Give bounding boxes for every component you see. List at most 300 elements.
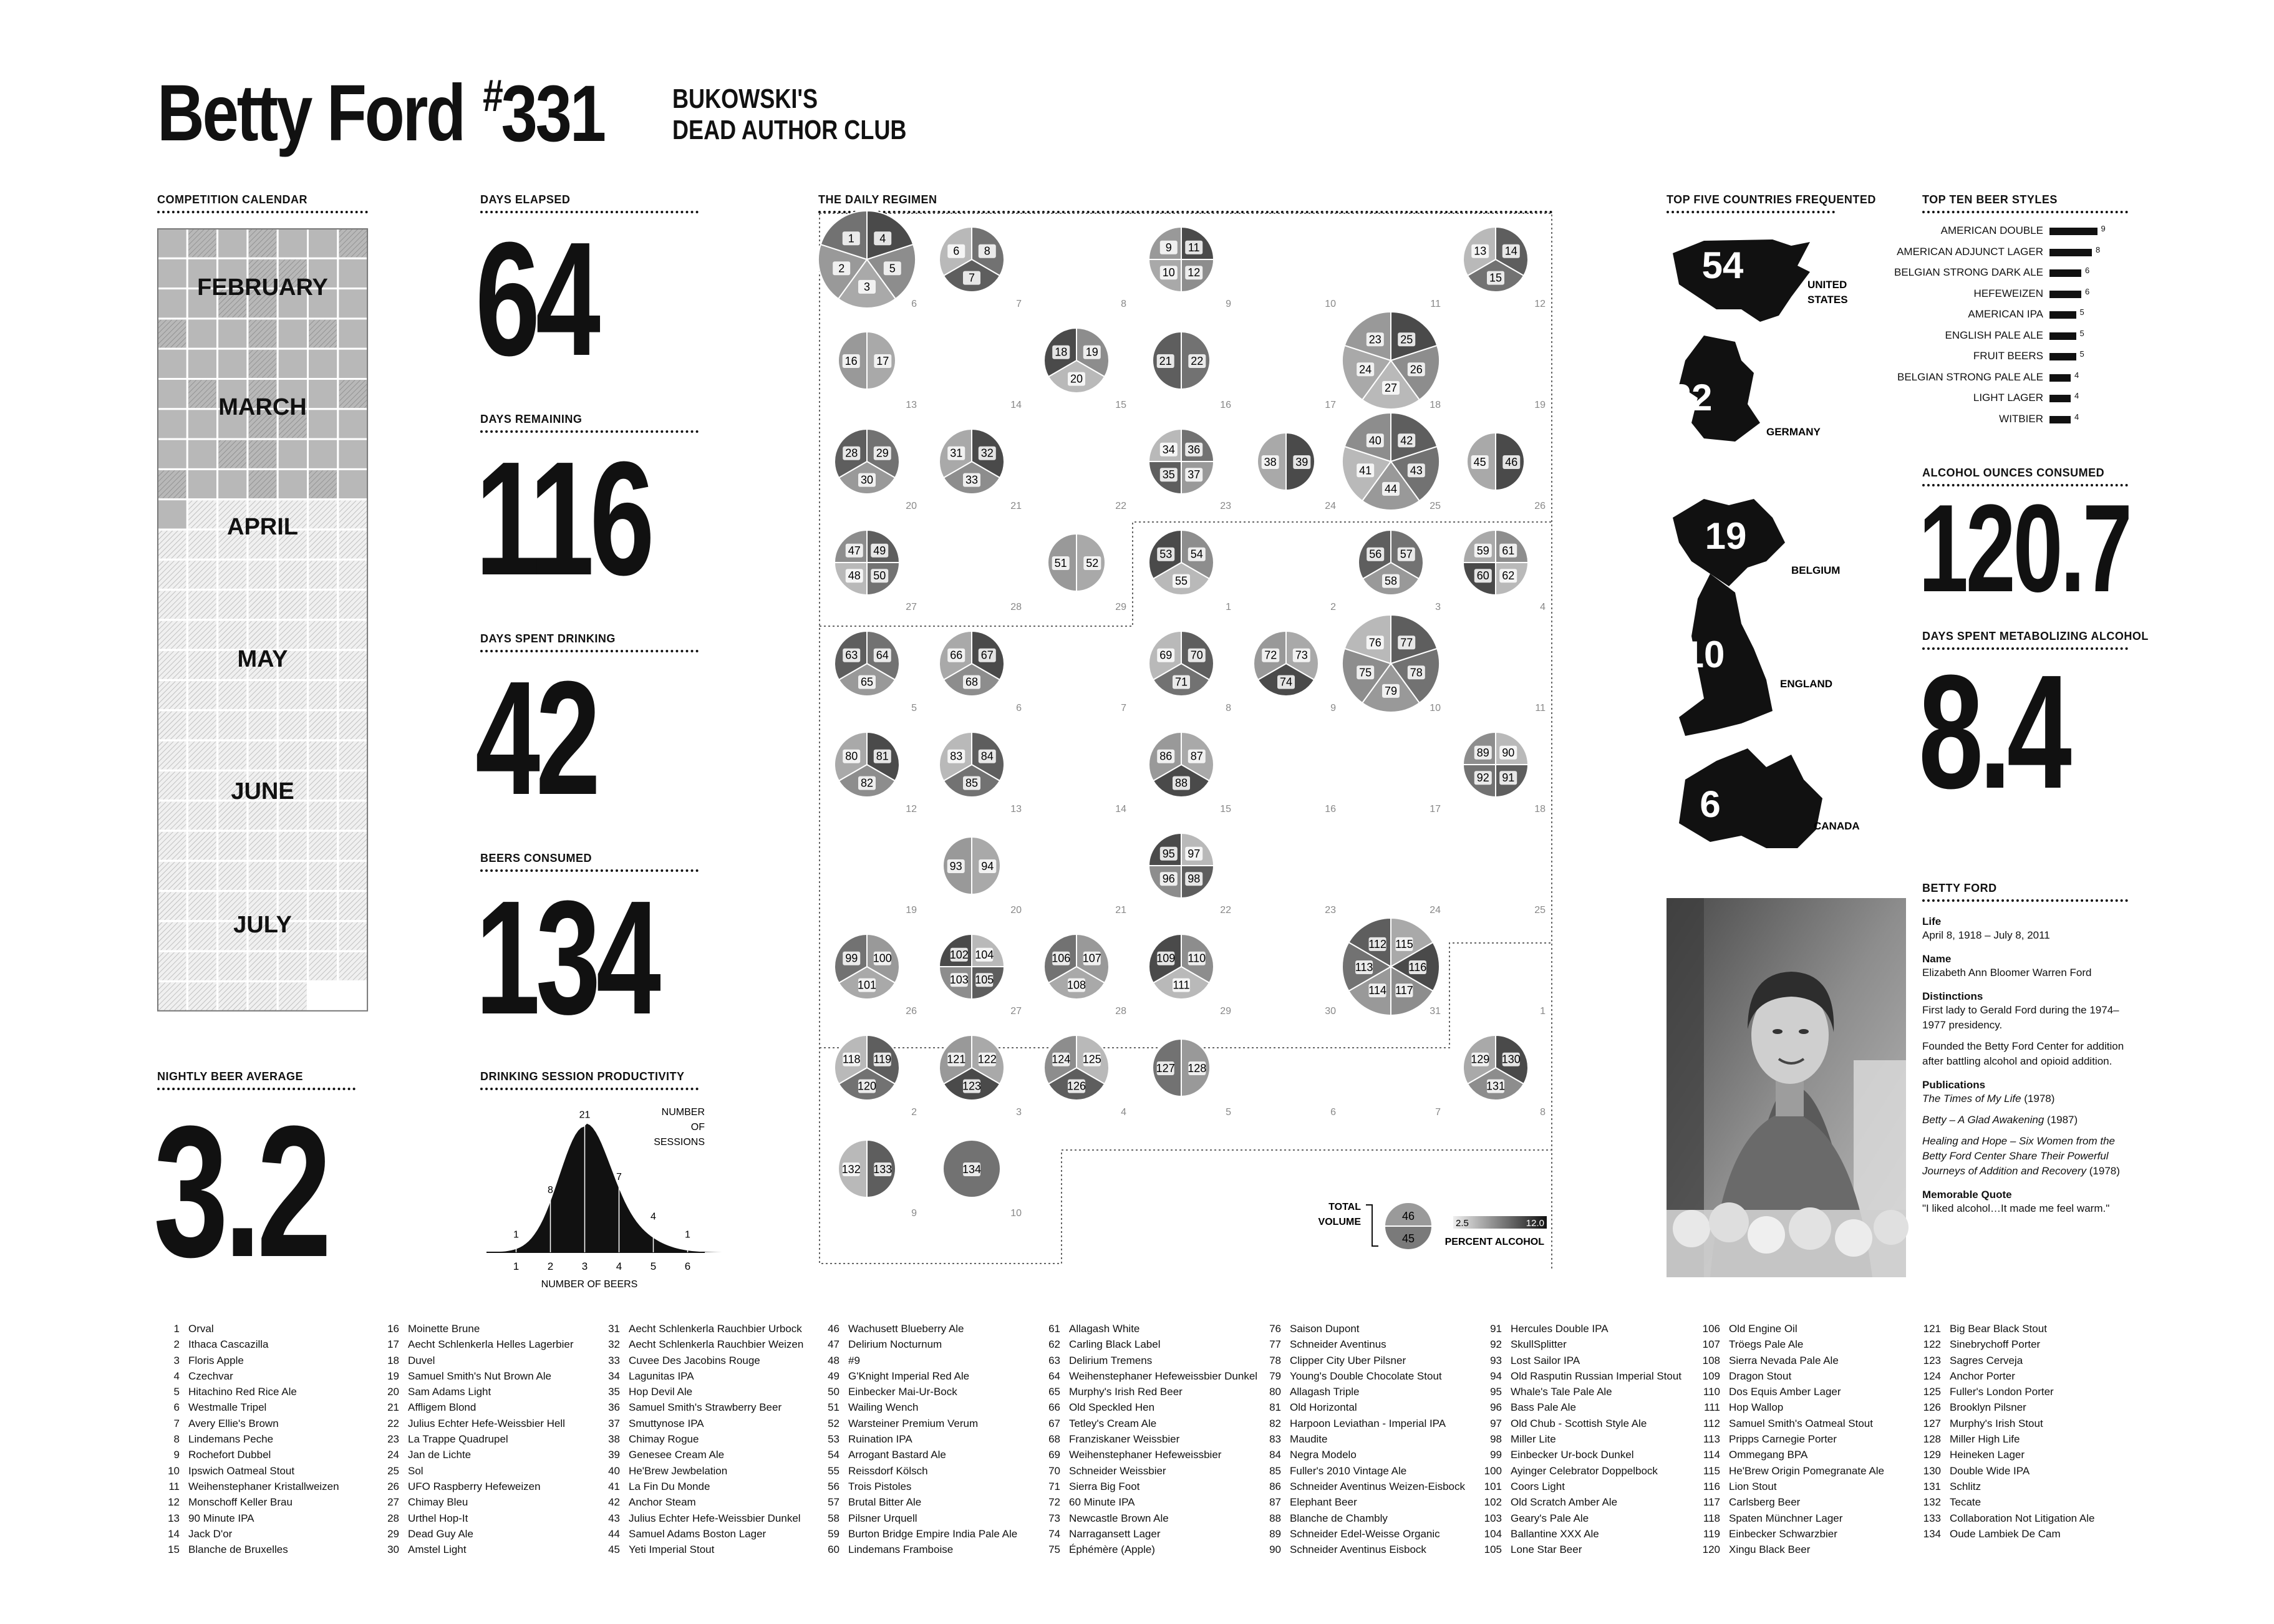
beer-list-item [1698, 1336, 1884, 1352]
calendar-day [338, 680, 368, 710]
beer-number: 122 [977, 1053, 997, 1066]
regimen-day [1325, 1006, 1336, 1017]
day-number: 3 [1016, 1107, 1022, 1118]
beer-number: 7 [968, 271, 975, 284]
beer-list-number: 15 [168, 1544, 180, 1556]
day-number: 18 [1430, 400, 1441, 410]
beer-number: 74 [1279, 675, 1293, 689]
day-number: 2 [911, 1107, 917, 1118]
beer-list-name: Wachusett Blueberry Ale [848, 1323, 964, 1335]
beer-list-name: Lion Stout [1729, 1480, 1777, 1492]
beer-number: 8 [984, 244, 990, 258]
beer-list-name: Samuel Adams Boston Lager [629, 1527, 767, 1540]
calendar-day [308, 680, 338, 710]
calendar-day [338, 559, 368, 589]
day-number: 24 [1430, 905, 1441, 916]
beer-list-name: Affligem Blond [408, 1401, 477, 1414]
beer-list-number: 98 [1490, 1433, 1502, 1446]
style-name: BELGIAN STRONG PALE ALE [1897, 370, 2043, 383]
beer-list-name: Avery Ellie's Brown [188, 1417, 279, 1429]
style-bar [2049, 291, 2081, 298]
calendar-day [248, 590, 278, 620]
beer-list-item [1698, 1463, 1884, 1479]
page-title [157, 69, 464, 158]
regimen-day [1467, 433, 1546, 511]
beer-list-item [377, 1368, 574, 1384]
beer-list-name: Blanche de Chambly [1290, 1512, 1388, 1524]
calendar-day [157, 439, 187, 469]
beer-list-item [1259, 1399, 1465, 1415]
day-number: 15 [1115, 400, 1126, 410]
beer-list-item [1479, 1463, 1681, 1479]
calendar-day [157, 861, 187, 891]
regimen-day [835, 530, 917, 612]
beer-list-number: 86 [1269, 1480, 1281, 1492]
beer-list-number: 108 [1702, 1354, 1720, 1366]
day-number: 15 [1220, 804, 1231, 814]
productivity-value: 4 [651, 1211, 656, 1222]
beer-list-number: 28 [387, 1512, 399, 1524]
calendar-month-february: FEBRUARY [197, 274, 328, 301]
calendar-divider [157, 211, 368, 213]
beer-list-item [1479, 1510, 1681, 1526]
beer-list-item [1479, 1336, 1681, 1352]
beer-list-item [1038, 1463, 1257, 1479]
beer-list-name: Einbecker Schwarzbier [1729, 1527, 1837, 1540]
beer-list-number: 74 [1048, 1527, 1060, 1540]
legend-sample-2: 45 [1401, 1232, 1415, 1245]
beer-list-name: Saison Dupont [1290, 1323, 1360, 1335]
beer-list-item [598, 1399, 803, 1415]
beer-list-item [1918, 1416, 2094, 1431]
beer-list-name: Carlsberg Beer [1729, 1496, 1801, 1509]
beer-list-column [1918, 1321, 2094, 1542]
regimen-day [939, 732, 1022, 814]
beer-list-number: 54 [828, 1449, 839, 1461]
beer-list-number: 48 [828, 1354, 839, 1366]
beer-list-name: Yeti Imperial Stout [629, 1544, 715, 1556]
beer-list-item [1038, 1431, 1257, 1447]
beer-list-number: 55 [828, 1464, 839, 1477]
beer-list-name: He'Brew Jewbelation [629, 1464, 728, 1477]
calendar-day [338, 590, 368, 620]
calendar-day [338, 228, 368, 258]
beer-list-number: 43 [608, 1512, 620, 1524]
beer-number: 84 [980, 750, 994, 763]
beer-list-number: 81 [1269, 1401, 1281, 1414]
beer-list-name: 90 Minute IPA [188, 1512, 254, 1524]
beer-number: 63 [845, 649, 858, 662]
beer-number: 130 [1501, 1053, 1521, 1066]
beer-list-name: Ballantine XXX Ale [1511, 1527, 1599, 1540]
beer-list-item [1259, 1479, 1465, 1494]
calendar-day [308, 469, 338, 499]
beer-list-number: 88 [1269, 1512, 1281, 1524]
calendar-day [308, 319, 338, 349]
regimen-day [838, 332, 917, 410]
beer-list-item [377, 1399, 574, 1415]
beer-number: 126 [1067, 1080, 1086, 1093]
regimen-day [1044, 328, 1126, 410]
beer-list-number: 129 [1923, 1449, 1941, 1461]
beer-list-item [598, 1494, 803, 1510]
beer-list-number: 7 [173, 1417, 180, 1429]
beer-list-item [817, 1494, 1017, 1510]
beer-list-number: 22 [387, 1417, 399, 1429]
beer-list-item [598, 1353, 803, 1368]
beer-list-item [1479, 1321, 1681, 1336]
beer-list-item [1479, 1399, 1681, 1415]
calendar-day [248, 861, 278, 891]
beer-number: 99 [845, 952, 858, 965]
beer-number: 95 [1162, 847, 1175, 860]
day-number: 24 [1325, 501, 1336, 511]
beer-list-number: 38 [608, 1433, 620, 1446]
style-bar [2049, 269, 2081, 277]
regimen-day [939, 934, 1022, 1017]
beer-number: 10 [1162, 266, 1175, 279]
countries-divider [1667, 211, 1835, 213]
title-number [483, 69, 604, 158]
beer-list-item [1038, 1353, 1257, 1368]
calendar-day [278, 349, 307, 379]
calendar-day [218, 349, 248, 379]
day-number: 26 [1534, 501, 1546, 511]
beer-number: 32 [980, 447, 994, 460]
beer-list-item [377, 1416, 574, 1431]
beer-number: 72 [1264, 649, 1277, 662]
day-number: 6 [911, 299, 917, 309]
beer-list-item [1259, 1526, 1465, 1542]
day-number: 5 [911, 703, 917, 713]
beer-list-item [817, 1526, 1017, 1542]
beer-list-name: Warsteiner Premium Verum [848, 1417, 979, 1429]
publication-3: Healing and Hope – Six Women from the Betty Ford Center Share Their Powerful Journeys of Addition and Recovery (1978) [1922, 1135, 2120, 1177]
calendar-day [248, 951, 278, 981]
beer-list-item [157, 1494, 339, 1510]
calendar-day [218, 228, 248, 258]
life-value: April 8, 1918 – July 8, 2011 [1922, 929, 2050, 941]
beer-list-name: Schneider Aventinus [1290, 1338, 1386, 1351]
calendar-day [248, 439, 278, 469]
beer-list-name: Trois Pistoles [848, 1480, 912, 1492]
beer-number: 124 [1052, 1053, 1071, 1066]
beer-list-item [377, 1510, 574, 1526]
style-count: 6 [2085, 266, 2090, 275]
calendar-day [187, 559, 217, 589]
beer-list-number: 44 [608, 1527, 620, 1540]
day-number: 16 [1220, 400, 1231, 410]
title-text: Betty Ford [157, 69, 464, 158]
portrait-illustration [1667, 898, 1906, 1277]
country-united [1667, 228, 1854, 341]
beer-list-number: 53 [828, 1433, 839, 1446]
beer-number: 28 [845, 447, 858, 460]
beer-list-number: 66 [1048, 1401, 1060, 1414]
beer-list-item [377, 1321, 574, 1336]
beer-list-item [1038, 1526, 1257, 1542]
beer-list-name: Orval [188, 1323, 214, 1335]
beer-list-item [1038, 1510, 1257, 1526]
beer-number: 128 [1188, 1062, 1207, 1075]
beer-number: 104 [975, 948, 994, 961]
beer-list-number: 133 [1923, 1512, 1941, 1524]
country-value: 22 [1670, 377, 1713, 418]
beer-list-number: 64 [1048, 1370, 1060, 1382]
beer-list-name: Sinebrychoff Porter [1950, 1338, 2041, 1351]
beer-list-number: 10 [168, 1464, 180, 1477]
beer-list-number: 58 [828, 1512, 839, 1524]
beer-number: 39 [1295, 456, 1309, 468]
beer-list-item [1698, 1447, 1884, 1462]
beer-list-number: 45 [608, 1544, 620, 1556]
legend-pct-max: 12.0 [1526, 1218, 1544, 1229]
beer-list-number: 83 [1269, 1433, 1281, 1446]
regimen-day [835, 631, 917, 713]
calendar-month-july: JULY [233, 912, 292, 938]
beer-list-name: Heineken Lager [1950, 1449, 2025, 1461]
country-value: 6 [1700, 783, 1721, 825]
day-number: 7 [1121, 703, 1126, 713]
legend-pct-label: PERCENT ALCOHOL [1444, 1237, 1544, 1247]
beer-number: 37 [1188, 468, 1201, 481]
day-number: 4 [1121, 1107, 1126, 1118]
day-number: 20 [906, 501, 917, 511]
daily-regimen [811, 210, 1559, 1270]
beer-number: 101 [857, 979, 877, 992]
calendar-day [248, 559, 278, 589]
beer-list-name: Sierra Nevada Pale Ale [1729, 1354, 1839, 1366]
calendar-day [308, 590, 338, 620]
beer-number: 100 [873, 952, 892, 965]
beer-list-item [817, 1353, 1017, 1368]
beer-number: 41 [1359, 464, 1372, 477]
day-number: 30 [1325, 1006, 1336, 1017]
style-bar [2049, 395, 2071, 402]
beer-list-number: 75 [1048, 1544, 1060, 1556]
beer-list-item [1918, 1321, 2094, 1336]
regimen-day [1115, 501, 1126, 511]
days-elapsed-label: DAYS ELAPSED [480, 193, 571, 206]
regimen-day [943, 1140, 1022, 1219]
beer-list-number: 94 [1490, 1370, 1502, 1382]
beer-number: 81 [876, 750, 889, 763]
beer-number: 117 [1395, 984, 1413, 997]
day-number: 17 [1325, 400, 1336, 410]
regimen-day [835, 429, 917, 511]
beer-list-item [1259, 1494, 1465, 1510]
beer-list-name: Miller Lite [1511, 1433, 1556, 1446]
beer-number: 53 [1159, 548, 1173, 561]
regimen-day [1153, 1039, 1231, 1118]
beer-number: 40 [1368, 434, 1381, 447]
beer-list-item [157, 1399, 339, 1415]
beer-number: 21 [1159, 355, 1172, 367]
distinctions-label: Distinctions [1922, 990, 1983, 1002]
day-number: 5 [1226, 1107, 1231, 1118]
beer-list-item [157, 1368, 339, 1384]
beer-list-item [1918, 1399, 2094, 1415]
regimen-day [1010, 400, 1022, 410]
beer-number: 30 [860, 473, 874, 486]
calendar-month-march: MARCH [218, 394, 307, 420]
calendar-day [248, 469, 278, 499]
beer-number: 52 [1086, 557, 1099, 569]
beer-list-name: Lagunitas IPA [629, 1370, 694, 1382]
beer-list-number: 67 [1048, 1417, 1060, 1429]
beer-list-item [1259, 1336, 1465, 1352]
regimen-day [1540, 1006, 1546, 1017]
beer-list-number: 99 [1490, 1449, 1502, 1461]
calendar-day [248, 620, 278, 650]
beer-number: 133 [873, 1163, 893, 1176]
regimen-day [939, 227, 1022, 309]
calendar-day [308, 439, 338, 469]
beer-list-item [817, 1399, 1017, 1415]
beer-number: 115 [1395, 937, 1413, 950]
beer-number: 88 [1174, 776, 1188, 790]
beer-list-name: Murphy's Irish Red Beer [1069, 1386, 1183, 1398]
calendar-day [157, 620, 187, 650]
beer-number: 33 [965, 473, 979, 486]
beer-list-item [1918, 1353, 2094, 1368]
beer-list-item [1259, 1384, 1465, 1399]
beer-list-number: 123 [1923, 1354, 1941, 1366]
beer-list-name: Schneider Aventinus Eisbock [1290, 1544, 1426, 1556]
regimen-day [1342, 615, 1441, 713]
beer-list-number: 5 [173, 1386, 180, 1398]
regimen-day [939, 429, 1022, 511]
beer-list-name: Ommegang BPA [1729, 1449, 1808, 1461]
regimen-day [1330, 1107, 1336, 1118]
beer-list-number: 57 [828, 1496, 839, 1509]
beer-number: 62 [1502, 569, 1515, 582]
beer-list-number: 131 [1923, 1480, 1941, 1492]
alcohol-label: ALCOHOL OUNCES CONSUMED [1922, 466, 2105, 479]
beer-list-number: 49 [828, 1370, 839, 1382]
productivity-value: 21 [579, 1109, 591, 1121]
productivity-xtick: 2 [547, 1260, 554, 1272]
beer-list-name: Schneider Edel-Weisse Organic [1290, 1527, 1440, 1540]
productivity-legend: NUMBER [661, 1107, 705, 1118]
beer-list-item [1918, 1510, 2094, 1526]
regimen-day [943, 837, 1022, 916]
beer-number: 5 [889, 262, 896, 275]
beer-list-number: 116 [1703, 1480, 1720, 1492]
beer-number: 60 [1476, 569, 1489, 582]
beer-number: 16 [844, 355, 858, 367]
beer-list-name: La Trappe Quadrupel [408, 1433, 508, 1446]
calendar-day [248, 982, 278, 1012]
day-number: 6 [1330, 1107, 1336, 1118]
beer-list-name: Rochefort Dubbel [188, 1449, 271, 1461]
beer-list-number: 37 [608, 1417, 620, 1429]
calendar-day [157, 228, 187, 258]
calendar-day [157, 590, 187, 620]
calendar-day [248, 349, 278, 379]
beer-list-item [598, 1321, 803, 1336]
beer-list-name: Double Wide IPA [1950, 1464, 2030, 1477]
beer-list-number: 3 [173, 1354, 180, 1366]
regimen-day [1430, 804, 1441, 814]
calendar-day [278, 951, 307, 981]
style-name: AMERICAN ADJUNCT LAGER [1897, 245, 2043, 258]
calendar-day [338, 861, 368, 891]
beer-list-item [1918, 1336, 2094, 1352]
day-number: 23 [1220, 501, 1231, 511]
style-name: ENGLISH PALE ALE [1945, 329, 2043, 341]
life-label: Life [1922, 916, 1942, 927]
regimen-day [1535, 703, 1546, 713]
regimen-day [1342, 312, 1441, 410]
style-bar [2049, 228, 2097, 235]
beer-list-number: 73 [1048, 1512, 1060, 1524]
calendar-day [218, 740, 248, 770]
beer-list-name: Dragon Stout [1729, 1370, 1792, 1382]
beer-list-number: 40 [608, 1464, 620, 1477]
beer-list-number: 91 [1490, 1323, 1502, 1335]
beer-number: 34 [1162, 443, 1175, 456]
calendar-day [218, 590, 248, 620]
calendar-day [338, 349, 368, 379]
profile-details [1922, 916, 2134, 1216]
beer-number: 31 [950, 447, 963, 460]
beer-list-item [1038, 1542, 1257, 1557]
beer-list-name: Narragansett Lager [1069, 1527, 1161, 1540]
legend-pct-min: 2.5 [1456, 1218, 1469, 1229]
beer-number: 113 [1355, 961, 1373, 974]
day-number: 13 [906, 400, 917, 410]
regimen-day [939, 631, 1022, 713]
page-subtitle [672, 84, 906, 146]
regimen-day [1149, 429, 1231, 511]
beer-list-item [817, 1510, 1017, 1526]
beer-list-number: 59 [828, 1527, 839, 1540]
beer-number: 96 [1162, 872, 1175, 886]
day-number: 21 [1010, 501, 1022, 511]
beer-list-name: Urthel Hop-It [408, 1512, 468, 1524]
day-number: 25 [1430, 501, 1441, 511]
calendar-day [218, 831, 248, 861]
beer-list-item [1698, 1479, 1884, 1494]
beer-list-number: 56 [828, 1480, 839, 1492]
beer-list-item [1698, 1526, 1884, 1542]
day-number: 10 [1430, 703, 1441, 713]
beer-number: 68 [965, 675, 979, 689]
beer-list-number: 84 [1269, 1449, 1281, 1461]
beer-number: 36 [1188, 443, 1201, 456]
beer-list-item [1479, 1368, 1681, 1384]
beer-list-name: Samuel Smith's Strawberry Beer [629, 1401, 782, 1414]
day-number: 27 [906, 602, 917, 612]
beer-list-number: 104 [1484, 1527, 1502, 1540]
beer-list-number: 52 [828, 1417, 839, 1429]
day-number: 1 [1226, 602, 1231, 612]
beer-number: 109 [1156, 952, 1176, 965]
beer-list-item [1038, 1479, 1257, 1494]
beer-list-number: 103 [1484, 1512, 1502, 1524]
regimen-day [835, 1035, 917, 1118]
beer-list-name: Weihenstephaner Hefeweissbier [1069, 1449, 1222, 1461]
beer-number: 61 [1502, 544, 1515, 557]
calendar-day [338, 951, 368, 981]
beer-list-number: 65 [1048, 1386, 1060, 1398]
day-number: 2 [1330, 602, 1336, 612]
beer-list-number: 122 [1923, 1338, 1941, 1351]
day-number: 4 [1540, 602, 1546, 612]
regimen-day [1430, 299, 1441, 309]
beer-list-name: Oude Lambiek De Cam [1950, 1527, 2061, 1540]
